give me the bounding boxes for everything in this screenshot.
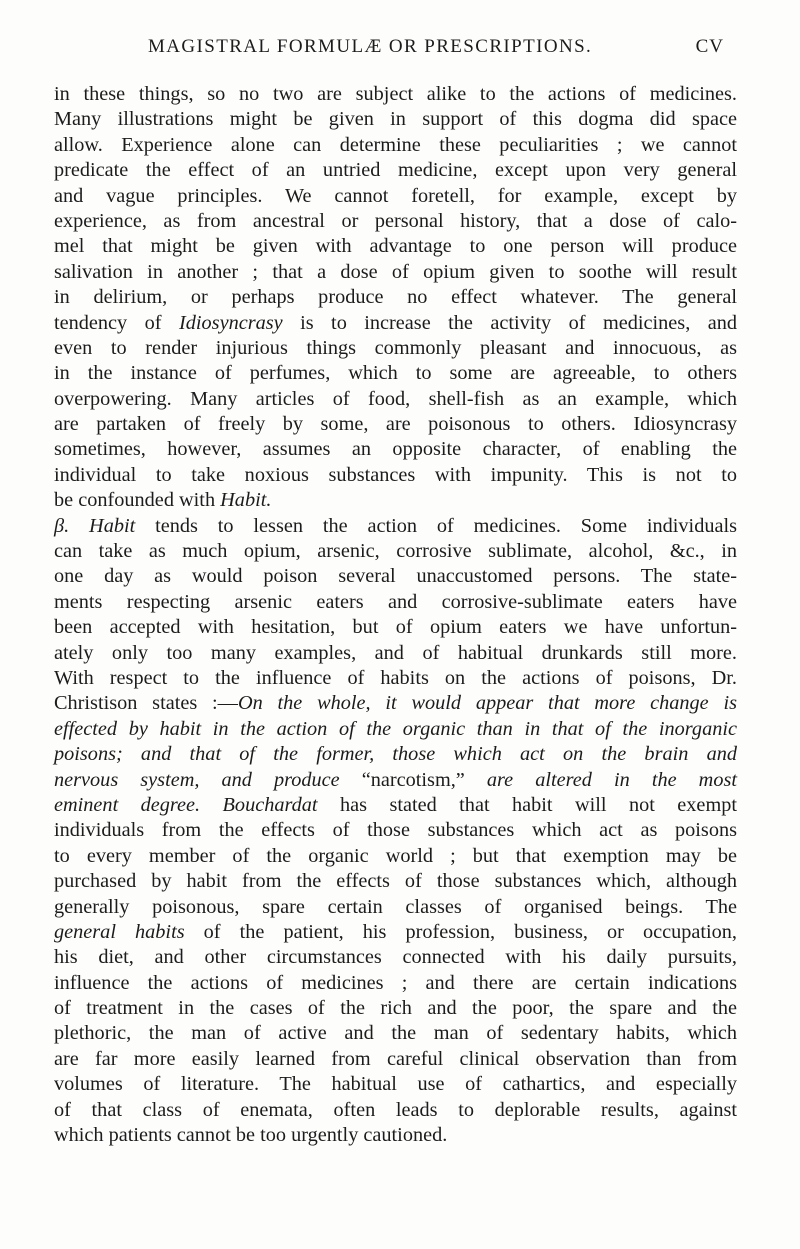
text-line: [54, 895, 737, 920]
text-run: influence the actions of medicines ; and there are certain indications: [54, 971, 737, 994]
text-line: [54, 666, 737, 691]
text-run: in these things, so no two are subject alike to the actions of medicines.: [54, 83, 737, 105]
text-line: [54, 996, 737, 1021]
italic-run: eminent degree. Bouchardat: [54, 793, 318, 816]
page-number: CV: [695, 36, 724, 57]
text-line: [54, 184, 737, 209]
text-line: [54, 590, 737, 615]
italic-run: are altered in the most: [464, 768, 737, 791]
text-line: [54, 514, 737, 539]
text-run: are far more easily learned from careful clinical observation than from: [54, 1047, 737, 1070]
text-run: ately only too many examples, and of habitual drunkards still more.: [54, 641, 737, 664]
text-line: [54, 311, 737, 336]
text-line: [54, 1047, 737, 1072]
text-run: is to increase the activity of medicines, and: [282, 311, 737, 334]
text-line: [54, 818, 737, 843]
italic-run: poisons; and that of the former, those which act on the brain and: [54, 743, 737, 766]
text-line: [54, 742, 737, 767]
text-run: his diet, and other circumstances connected with his daily pursuits,: [54, 946, 737, 969]
text-line: [54, 285, 737, 310]
text-line: [54, 1072, 737, 1097]
text-run: predicate the effect of an untried medicine, except upon very general: [54, 159, 737, 182]
text-line: [54, 437, 737, 462]
text-run: tends to lessen the action of medicines. Some individuals: [135, 514, 738, 537]
text-line: [54, 133, 737, 158]
running-head: MAGISTRAL FORMULÆ OR PRESCRIPTIONS.: [148, 36, 593, 57]
body-text: [54, 82, 737, 1148]
text-run: and vague principles. We cannot foretell, for example, except by: [54, 184, 737, 207]
italic-run: nervous system, and produce: [54, 768, 362, 791]
text-run: Many illustrations might be given in support of this dogma did space: [54, 108, 737, 131]
text-line: [54, 336, 737, 361]
text-run: Christison states :—: [54, 692, 238, 715]
text-line: [54, 869, 737, 894]
text-run: individual to take noxious substances with impunity. This is not to: [54, 463, 737, 486]
text-line: [54, 260, 737, 285]
italic-run: On the whole, it would appear that more change is: [237, 692, 737, 715]
text-run: ments respecting arsenic eaters and corrosive-sublimate eaters have: [54, 590, 737, 613]
italic-run: Habit.: [220, 489, 272, 512]
text-run: in the instance of perfumes, which to some are agreeable, to others: [54, 362, 737, 385]
text-line: [54, 971, 737, 996]
text-line: [54, 691, 737, 716]
italic-run: effected by habit in the action of the organic than in that of the inorganic: [54, 717, 737, 740]
text-run: can take as much opium, arsenic, corrosive sublimate, alcohol, &c., in: [54, 540, 737, 563]
text-line: [54, 1098, 737, 1123]
text-run: of the patient, his profession, business, or occupation,: [184, 920, 737, 943]
text-line: [54, 234, 737, 259]
text-run: one day as would poison several unaccustomed persons. The state-: [54, 565, 737, 588]
text-line: [54, 1123, 737, 1148]
text-run: overpowering. Many articles of food, shell-fish as an example, which: [54, 387, 737, 410]
text-run: in delirium, or perhaps produce no effect whatever. The general: [54, 286, 737, 309]
text-run: mel that might be given with advantage to one person will produce: [54, 235, 737, 258]
text-run: has stated that habit will not exempt: [317, 793, 737, 816]
text-line: [54, 844, 737, 869]
text-line: [54, 209, 737, 234]
text-run: been accepted with hesitation, but of opium eaters we have unfortun-: [54, 616, 737, 639]
text-run: of treatment in the cases of the rich and the poor, the spare and the: [54, 997, 737, 1020]
text-line: [54, 539, 737, 564]
text-run: allow. Experience alone can determine these peculiarities ; we cannot: [54, 133, 737, 156]
text-line: [54, 412, 737, 437]
text-line: [54, 564, 737, 589]
text-line: [54, 793, 737, 818]
text-line: [54, 768, 737, 793]
text-line: [54, 920, 737, 945]
text-run: plethoric, the man of active and the man of sedentary habits, which: [54, 1022, 737, 1045]
text-run: sometimes, however, assumes an opposite character, of enabling the: [54, 438, 737, 461]
text-line: [54, 361, 737, 386]
text-line: [54, 717, 737, 742]
text-line: [54, 107, 737, 132]
italic-run: β.: [54, 514, 90, 537]
text-line: [54, 641, 737, 666]
text-line: [54, 82, 737, 107]
text-run: experience, as from ancestral or personal history, that a dose of calo-: [54, 209, 737, 232]
italic-run: Habit: [89, 514, 136, 537]
text-line: [54, 1021, 737, 1046]
italic-run: Idiosyncrasy: [179, 311, 283, 334]
text-run: which patients cannot be too urgently cautioned.: [54, 1124, 448, 1147]
italic-run: general habits: [54, 920, 185, 943]
text-run: of that class of enemata, often leads to deplorable results, against: [54, 1098, 737, 1121]
text-run: purchased by habit from the effects of those substances which, although: [54, 870, 737, 893]
text-line: [54, 945, 737, 970]
text-run: “narcotism,”: [361, 768, 465, 791]
text-run: generally poisonous, spare certain classes of organised beings. The: [54, 895, 737, 918]
text-line: [54, 488, 737, 513]
text-run: be confounded with: [54, 489, 221, 512]
text-run: to every member of the organic world ; but that exemption may be: [54, 844, 737, 867]
text-run: tendency of: [54, 311, 179, 334]
text-run: individuals from the effects of those substances which act as poisons: [54, 819, 737, 842]
page-header: [0, 36, 800, 66]
text-line: [54, 463, 737, 488]
text-line: [54, 615, 737, 640]
text-line: [54, 387, 737, 412]
text-run: With respect to the influence of habits on the actions of poisons, Dr.: [54, 666, 737, 689]
text-run: are partaken of freely by some, are poisonous to others. Idiosyncrasy: [54, 413, 737, 436]
text-line: [54, 158, 737, 183]
text-run: volumes of literature. The habitual use of cathartics, and especially: [54, 1073, 737, 1096]
text-run: salivation in another ; that a dose of opium given to soothe will result: [54, 260, 737, 283]
text-run: even to render injurious things commonly pleasant and innocuous, as: [54, 336, 737, 359]
